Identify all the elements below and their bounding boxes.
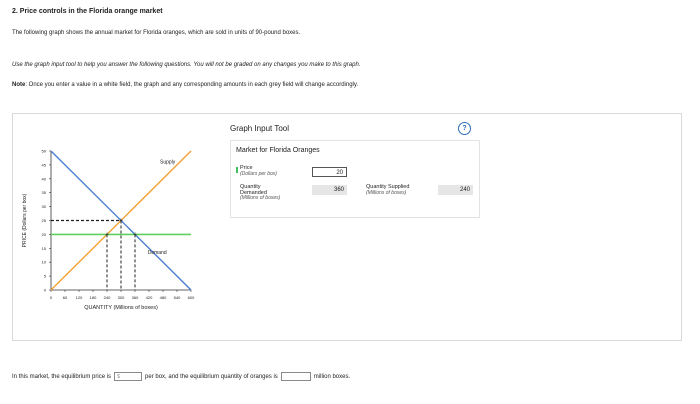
x-tick-label: 420 <box>145 295 153 300</box>
quantity-demanded-value: 360 <box>312 185 347 195</box>
y-tick-label: 20 <box>41 231 46 237</box>
note-label: Note <box>12 82 26 88</box>
y-tick-label: 40 <box>41 176 46 182</box>
market-subtitle: Market for Florida Oranges <box>236 147 320 154</box>
equilibrium-price-input[interactable]: $ <box>114 372 142 381</box>
x-tick-label: 540 <box>173 295 181 300</box>
supply-label: Supply <box>160 159 176 166</box>
x-tick-label: 480 <box>159 295 167 300</box>
x-tick-label: 0 <box>49 295 53 300</box>
question-intro: The following graph shows the annual market for Florida oranges, which are sold in units of 90-pound boxes. <box>12 30 301 36</box>
qd-label-line1: Quantity <box>240 184 261 190</box>
help-icon[interactable]: ? <box>458 122 471 135</box>
qd-unit: (Millions of boxes) <box>240 195 281 201</box>
intersection-marker-360: + <box>132 231 138 239</box>
answer-part3: million boxes. <box>313 373 351 380</box>
x-tick-label: 240 <box>103 295 111 300</box>
y-tick-label: 45 <box>41 162 46 168</box>
demand-label: Demand <box>147 249 167 256</box>
price-color-marker <box>236 167 238 173</box>
x-tick-label: 180 <box>89 295 97 300</box>
qs-unit: (Millions of boxes) <box>366 189 407 196</box>
x-axis-label: QUANTITY (Millions of boxes) <box>84 305 158 311</box>
quantity-supplied-value: 240 <box>438 185 473 195</box>
quantity-demanded-label <box>240 185 280 202</box>
price-unit: (Dollars per box) <box>240 170 277 177</box>
y-tick-label: 10 <box>41 259 46 265</box>
qs-label-text: Quantity Supplied <box>366 184 410 190</box>
y-tick-label: 0 <box>43 287 46 293</box>
question-title: 2. Price controls in the Florida orange market <box>12 8 163 15</box>
y-axis-label: PRICE (Dollars per box) <box>22 193 28 248</box>
price-input[interactable]: 20 <box>312 167 347 177</box>
x-tick-label: 300 <box>117 295 125 300</box>
graph-input-tool-title: Graph Input Tool <box>230 124 290 133</box>
market-chart[interactable] <box>14 140 204 320</box>
question-instruction: Use the graph input tool to help you answer the following questions. You will not be graded on any changes you make to this graph. <box>12 62 361 68</box>
price-label <box>240 166 277 177</box>
qd-label-line2: Demanded <box>240 189 267 196</box>
answer-part2: per box, and the equilibrium quantity of oranges is <box>145 373 278 380</box>
x-tick-label: 120 <box>75 295 83 300</box>
y-tick-label: 5 <box>43 273 46 279</box>
price-label-text: Price <box>240 165 253 171</box>
question-note <box>12 82 358 88</box>
y-tick-label: 35 <box>41 190 46 196</box>
equilibrium-marker: + <box>118 217 124 225</box>
answer-part1: In this market, the equilibrium price is <box>12 373 112 380</box>
equilibrium-quantity-input[interactable] <box>281 372 311 381</box>
x-tick-label: 600 <box>187 295 195 300</box>
y-tick-label: 50 <box>41 148 46 154</box>
x-tick-label: 360 <box>131 295 139 300</box>
quantity-supplied-label <box>366 185 409 196</box>
note-text: : Once you enter a value in a white field, the graph and any corresponding amounts in each grey field will change accordingly. <box>25 82 359 88</box>
y-tick-label: 15 <box>41 245 46 251</box>
x-tick-label: 60 <box>62 295 68 300</box>
y-tick-label: 30 <box>41 204 46 210</box>
y-tick-label: 25 <box>41 218 46 223</box>
intersection-marker-240: + <box>104 231 110 239</box>
answer-sentence <box>12 372 350 381</box>
